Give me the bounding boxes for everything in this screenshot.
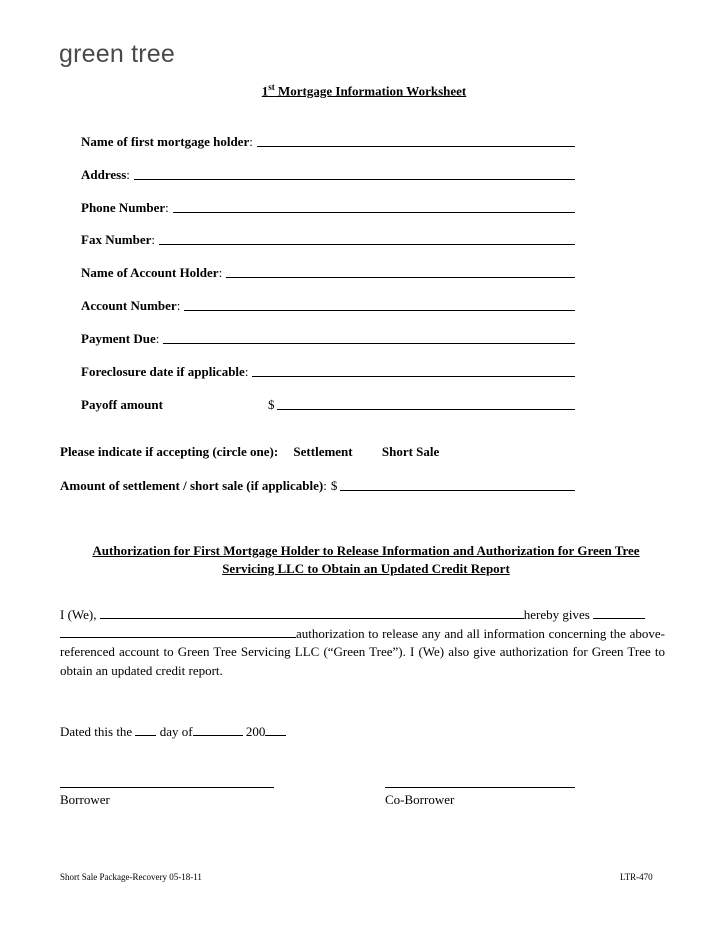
coborrower-label: Co-Borrower bbox=[385, 792, 455, 807]
settlement-amount-line[interactable] bbox=[340, 490, 575, 491]
account-number-line[interactable] bbox=[184, 310, 575, 311]
authorization-paragraph bbox=[60, 606, 665, 680]
names-blank[interactable] bbox=[100, 607, 524, 619]
account-holder-line[interactable] bbox=[226, 277, 575, 278]
payment-due-field[interactable] bbox=[81, 329, 575, 347]
foreclosure-date-field[interactable] bbox=[81, 362, 575, 380]
day-blank[interactable] bbox=[135, 724, 156, 736]
account-number-label: Account Number bbox=[81, 298, 177, 313]
title-text: Mortgage Information Worksheet bbox=[274, 83, 467, 99]
account-holder-label: Name of Account Holder bbox=[81, 265, 219, 280]
settlement-amount-field[interactable] bbox=[60, 476, 575, 494]
para-start: I (We), bbox=[60, 607, 100, 622]
coborrower-signature-line[interactable] bbox=[385, 787, 575, 788]
authorization-heading-line1: Authorization for First Mortgage Holder to Release Information and Authorization for Green Tree bbox=[92, 543, 640, 558]
phone-label: Phone Number bbox=[81, 200, 166, 215]
mortgage-holder-field[interactable] bbox=[81, 132, 575, 150]
colon: : bbox=[249, 134, 253, 149]
dollar-sign: $ bbox=[330, 478, 338, 493]
borrower-label: Borrower bbox=[60, 792, 110, 807]
payment-due-label: Payment Due bbox=[81, 331, 156, 346]
year-blank[interactable] bbox=[265, 724, 286, 736]
para-gives: hereby gives bbox=[523, 607, 594, 622]
account-number-field[interactable] bbox=[81, 296, 575, 314]
dated-line bbox=[60, 724, 286, 740]
address-line[interactable] bbox=[134, 179, 575, 180]
colon: : bbox=[244, 364, 249, 379]
option-settlement[interactable]: Settlement bbox=[293, 444, 353, 459]
payment-due-line[interactable] bbox=[163, 343, 575, 344]
dollar-sign: $ bbox=[267, 397, 275, 412]
para-rest: authorization to release any and all information concerning the above-referenced account to Green Tree Servicing LLC (“Green Tree”). I (We) also give authorization for Green Tree to obtain an updated credit report. bbox=[60, 625, 665, 678]
choice-prompt: Please indicate if accepting (circle one): bbox=[60, 444, 279, 459]
colon: : bbox=[155, 331, 160, 346]
settlement-amount-label: Amount of settlement / short sale (if applicable) bbox=[60, 478, 324, 493]
colon: : bbox=[165, 200, 169, 215]
account-holder-field[interactable] bbox=[81, 263, 575, 281]
address-field[interactable] bbox=[81, 165, 575, 183]
borrower-signature-line[interactable] bbox=[60, 787, 274, 788]
fax-label: Fax Number bbox=[81, 232, 152, 247]
page-title bbox=[0, 82, 728, 99]
colon: : bbox=[323, 478, 327, 493]
title-superscript: st bbox=[268, 82, 275, 92]
accepting-choice bbox=[60, 444, 439, 460]
footer-left: Short Sale Package-Recovery 05-18-11 bbox=[60, 872, 202, 882]
option-short-sale[interactable]: Short Sale bbox=[381, 444, 440, 459]
payoff-amount-line[interactable] bbox=[277, 409, 575, 410]
foreclosure-date-line[interactable] bbox=[252, 376, 575, 377]
recipient-blank-2[interactable] bbox=[60, 626, 296, 638]
colon: : bbox=[218, 265, 223, 280]
fax-line[interactable] bbox=[159, 244, 575, 245]
authorization-heading bbox=[60, 542, 672, 578]
dated-text-3: 200 bbox=[242, 724, 266, 739]
green-tree-logo: green tree bbox=[59, 40, 175, 68]
month-blank[interactable] bbox=[193, 724, 243, 736]
colon: : bbox=[176, 298, 181, 313]
mortgage-holder-line[interactable] bbox=[257, 146, 575, 147]
mortgage-holder-label: Name of first mortgage holder bbox=[81, 134, 250, 149]
colon: : bbox=[151, 232, 156, 247]
address-label: Address bbox=[81, 167, 127, 182]
authorization-heading-line2: Servicing LLC to Obtain an Updated Credit Report bbox=[222, 561, 510, 576]
dated-text-1: Dated this the bbox=[60, 724, 136, 739]
payoff-amount-field[interactable] bbox=[81, 395, 575, 413]
recipient-blank-1[interactable] bbox=[593, 607, 645, 619]
colon: : bbox=[126, 167, 130, 182]
phone-field[interactable] bbox=[81, 198, 575, 216]
dated-text-2: day of bbox=[156, 724, 193, 739]
title-number: 1 bbox=[261, 83, 269, 99]
phone-line[interactable] bbox=[173, 212, 575, 213]
foreclosure-date-label: Foreclosure date if applicable bbox=[81, 364, 245, 379]
fax-field[interactable] bbox=[81, 230, 575, 248]
footer-right: LTR-470 bbox=[620, 872, 653, 882]
payoff-amount-label: Payoff amount bbox=[81, 397, 163, 412]
